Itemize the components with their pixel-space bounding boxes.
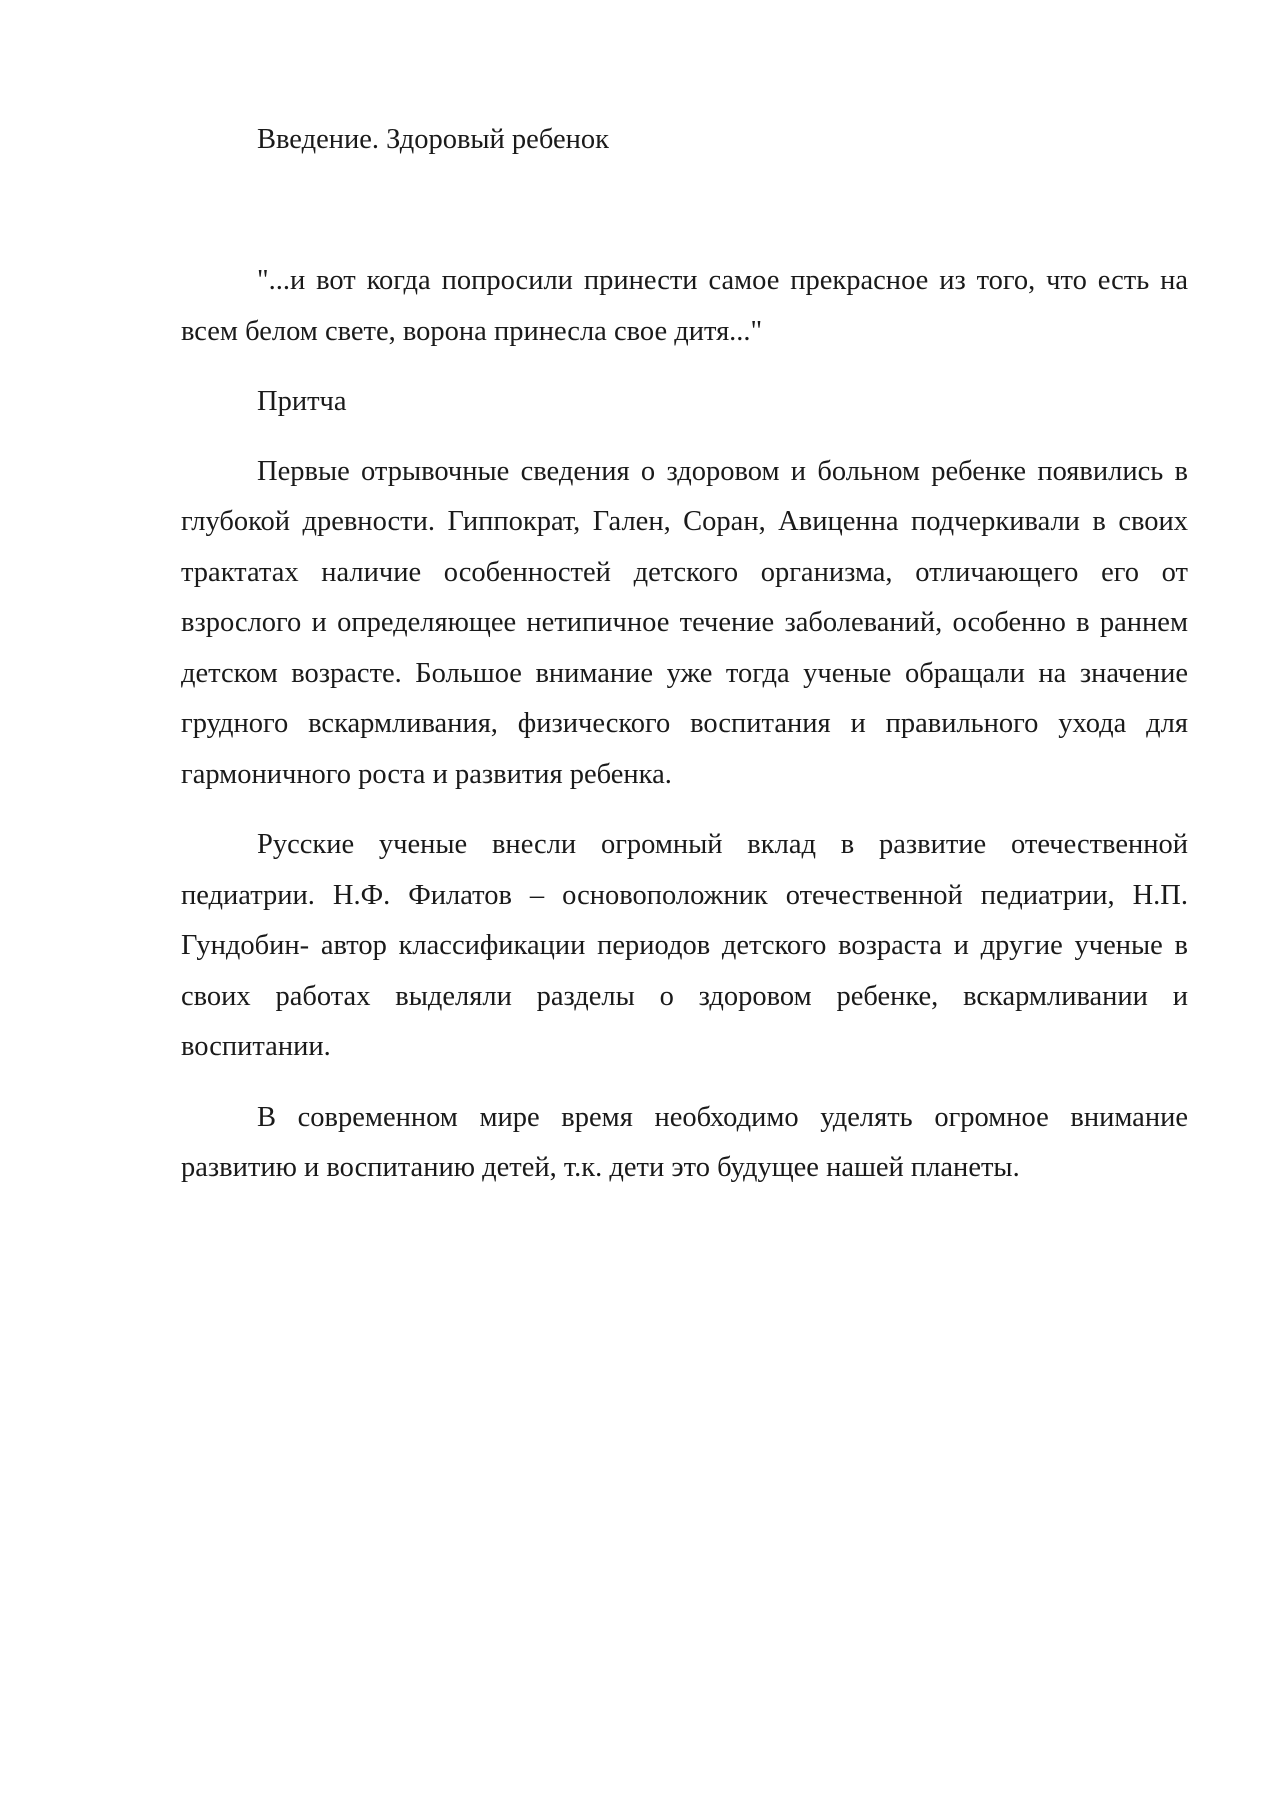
title-spacer: [181, 162, 1188, 256]
epigraph-quote: "...и вот когда попросили принести самое прекрасное из того, что есть на всем белом свете, ворона принесла свое дитя...": [181, 265, 1188, 347]
paragraph-history: Первые отрывочные сведения о здоровом и больном ребенке появились в глубокой древности. Гиппократ, Гален, Соран, Авиценна подчеркивали в своих трактатах наличие особенностей детского организма, отличающего его от взрослого и определяющее нетипичное течение заболеваний, особенно в раннем детском возрасте. Большое внимание уже тогда ученые обращали на значение грудного вскармливания, физического воспитания и правильного ухода для гармоничного роста и развития ребенка.: [181, 455, 1188, 790]
epigraph-source: Притча: [257, 386, 347, 417]
document-title: Введение. Здоровый ребенок: [257, 124, 609, 155]
paragraph-modern-world: В современном мире время необходимо уделять огромное внимание развитию и воспитанию детей, т.к. дети это будущее нашей планеты.: [181, 1101, 1188, 1183]
paragraph-russian-scientists: Русские ученые внесли огромный вклад в развитие отечественной педиатрии. Н.Ф. Филатов – основоположник отечественной педиатрии, Н.П. Гундобин- автор классификации периодов детского возраста и другие ученые в своих работах выделяли разделы о здоровом ребенке, вскармливании и воспитании.: [181, 829, 1188, 1062]
document-body: [181, 118, 1188, 1214]
